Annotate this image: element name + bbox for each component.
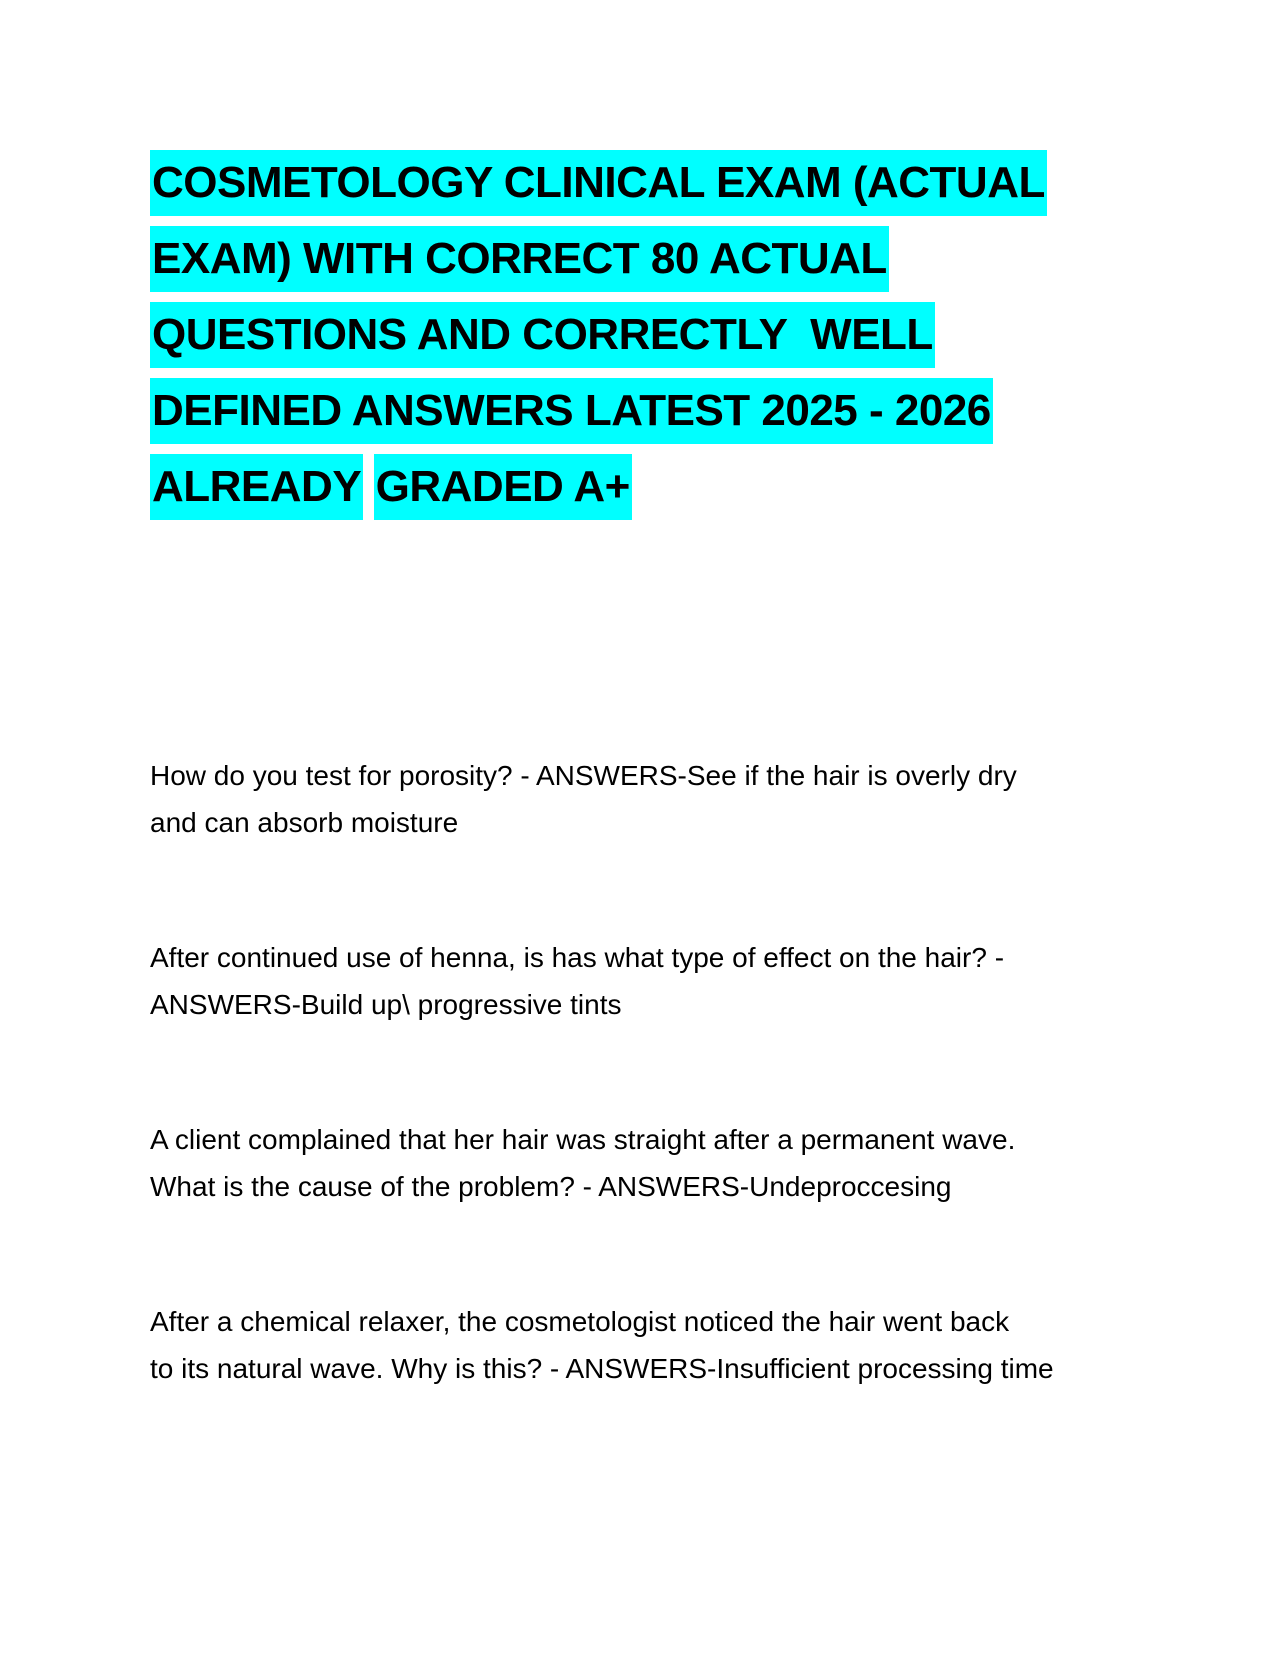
title-highlight: DEFINED ANSWERS LATEST 2025 - 2026	[150, 378, 993, 444]
title-line-3	[150, 302, 1110, 378]
qa-line: After continued use of henna, is has what type of effect on the hair? -	[150, 942, 1005, 973]
qa-line: After a chemical relaxer, the cosmetologist noticed the hair went back	[150, 1306, 1010, 1337]
qa-line: What is the cause of the problem? - ANSWERS-Undeproccesing	[150, 1171, 952, 1202]
qa-item-3	[150, 1116, 1140, 1210]
qa-line: and can absorb moisture	[150, 807, 459, 838]
qa-line: ANSWERS-Build up\ progressive tints	[150, 989, 622, 1020]
qa-line: How do you test for porosity? - ANSWERS-See if the hair is overly dry	[150, 760, 1017, 791]
title-line-5	[150, 454, 1110, 530]
qa-line: A client complained that her hair was straight after a permanent wave.	[150, 1124, 1016, 1155]
title-highlight: EXAM) WITH CORRECT 80 ACTUAL	[150, 226, 889, 292]
title-highlight: GRADED A+	[374, 454, 632, 520]
title-highlight: QUESTIONS AND CORRECTLY WELL	[150, 302, 935, 368]
title-highlight: ALREADY	[150, 454, 363, 520]
qa-item-2	[150, 934, 1140, 1028]
title-highlight: COSMETOLOGY CLINICAL EXAM (ACTUAL	[150, 150, 1047, 216]
document-title	[150, 150, 1110, 530]
title-line-4	[150, 378, 1110, 454]
title-line-1	[150, 150, 1110, 226]
qa-item-4	[150, 1298, 1140, 1392]
qa-item-1	[150, 752, 1140, 846]
title-line-2	[150, 226, 1110, 302]
qa-line: to its natural wave. Why is this? - ANSWERS-Insufficient processing time	[150, 1353, 1054, 1384]
